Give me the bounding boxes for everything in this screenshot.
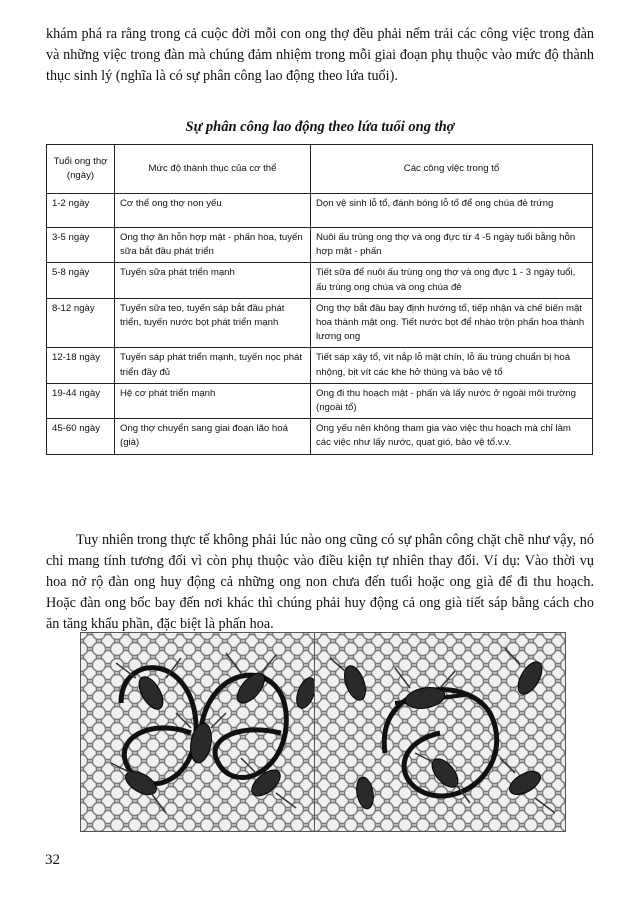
page-number: 32 — [45, 852, 60, 868]
cell-tasks: Ong thợ bắt đầu bay định hướng tổ, tiếp nhận và chế biến mật hoa thành mật ong. Tiết nước bọt để nhào trộn phấn hoa thành lương ong — [311, 298, 593, 348]
header-tasks: Các công việc trong tổ — [311, 145, 593, 194]
cell-tasks: Nuôi ấu trùng ong thợ và ong đực từ 4 -5 ngày tuổi bằng hỗn hợp mật - phấn — [311, 228, 593, 263]
cell-age: 3-5 ngày — [47, 228, 115, 263]
cell-tasks: Dọn vệ sinh lỗ tổ, đánh bóng lỗ tổ để ong chúa đẻ trứng — [311, 194, 593, 228]
labor-division-table — [46, 144, 593, 455]
intro-paragraph: khám phá ra rằng trong cả cuộc đời mỗi con ong thợ đều phải nếm trải các công việc trong đàn và những việc trong đàn mà chúng đảm nhiệm trong mỗi giai đoạn phụ thuộc vào mức độ thành thục sinh lý (nghĩa là có sự phân công lao động theo lứa tuổi). — [46, 26, 594, 84]
cell-age: 1-2 ngày — [47, 194, 115, 228]
cell-age: 5-8 ngày — [47, 263, 115, 298]
cell-age: 45-60 ngày — [47, 419, 115, 454]
cell-maturity: Ong thợ ăn hỗn hợp mật - phấn hoa, tuyến sữa bắt đầu phát triển — [115, 228, 311, 263]
header-age: Tuổi ong thợ (ngày) — [47, 145, 115, 194]
cell-tasks: Ong đi thu hoạch mật - phấn và lấy nước ở ngoài môi trường (ngoài tổ) — [311, 383, 593, 418]
table-header-row — [47, 145, 593, 194]
table-row — [47, 228, 593, 263]
table-caption: Sự phân công lao động theo lứa tuổi ong thợ — [185, 119, 455, 135]
cell-maturity: Tuyến sữa phát triển mạnh — [115, 263, 311, 298]
cell-tasks: Tiết sáp xây tổ, vít nắp lỗ mật chín, lỗ ấu trùng chuẩn bị hoá nhộng, bịt vít các khe hở thùng và bảo vệ tổ — [311, 348, 593, 383]
cell-maturity: Tuyến sáp phát triển mạnh, tuyến nọc phát triển đầy đủ — [115, 348, 311, 383]
cell-maturity: Cơ thể ong thợ non yếu — [115, 194, 311, 228]
bee-dance-photo-right — [314, 632, 566, 832]
cell-tasks: Tiết sữa để nuôi ấu trùng ong thợ và ong đực 1 - 3 ngày tuổi, ấu trùng ong chúa và ong chúa đẻ — [311, 263, 593, 298]
cell-age: 12-18 ngày — [47, 348, 115, 383]
table-row — [47, 419, 593, 454]
table-row — [47, 263, 593, 298]
cell-maturity: Ong thợ chuyển sang giai đoạn lão hoá (già) — [115, 419, 311, 454]
bee-dance-photo-left — [80, 632, 328, 832]
cell-age: 19-44 ngày — [47, 383, 115, 418]
cell-maturity: Tuyến sữa teo, tuyến sáp bắt đầu phát triển, tuyến nước bọt phát triển mạnh — [115, 298, 311, 348]
table-row — [47, 298, 593, 348]
header-maturity: Mức độ thành thục của cơ thể — [115, 145, 311, 194]
table-row — [47, 348, 593, 383]
body-paragraph: Tuy nhiên trong thực tế không phải lúc nào ong cũng có sự phân công chặt chẽ như vậy, nó chỉ mang tính tương đối vì còn phụ thuộc vào điều kiện tự nhiên thay đổi. Ví dụ: Vào thời vụ hoa nở rộ đàn ong huy động cả những ong non chưa đến tuổi hoặc ong già để đi thu hoạch. Hoặc đàn ong bốc bay đến nơi khác thì chúng phải huy động cả ong già tiết sáp bằng cách cho ăn tăng khẩu phần, đặc biệt là phấn hoa. — [46, 532, 594, 632]
cell-age: 8-12 ngày — [47, 298, 115, 348]
table-row — [47, 383, 593, 418]
table-row — [47, 194, 593, 228]
cell-maturity: Hệ cơ phát triển mạnh — [115, 383, 311, 418]
cell-tasks: Ong yếu nên không tham gia vào việc thu hoạch mà chỉ làm các việc như lấy nước, quạt gió, bảo vệ tổ.v.v. — [311, 419, 593, 454]
